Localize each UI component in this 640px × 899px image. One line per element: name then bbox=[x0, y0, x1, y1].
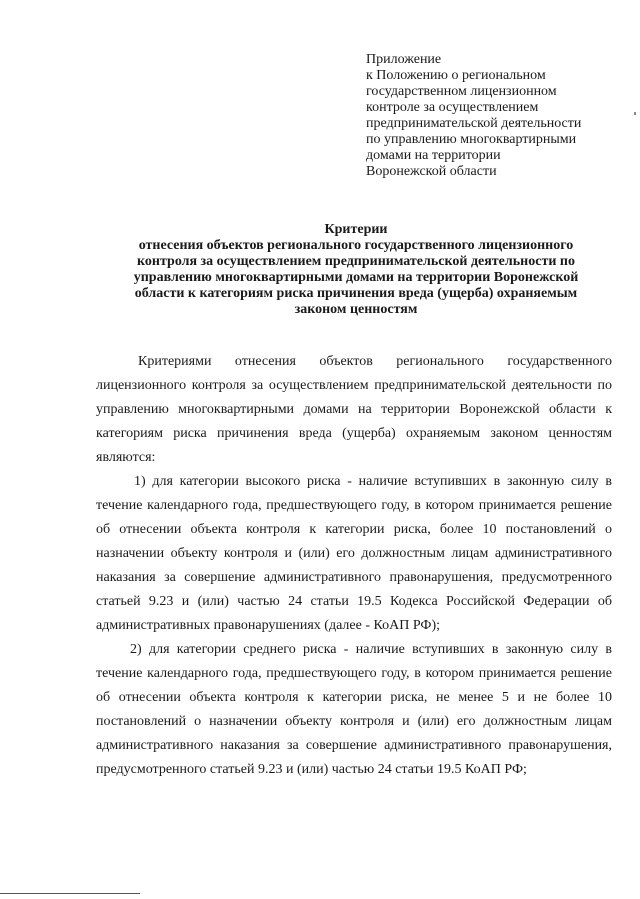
document-subtitle-line: контроля за осуществлением предпринимательской деятельности по bbox=[137, 254, 575, 269]
document-subtitle-line: управлению многоквартирными домами на территории Воронежской bbox=[133, 270, 579, 285]
document-subtitle-line: отнесения объектов регионального государственного лицензионного bbox=[138, 238, 574, 253]
appendix-line: Воронежской области bbox=[366, 164, 497, 179]
appendix-line: государственном лицензионном bbox=[366, 84, 557, 99]
scan-speck bbox=[634, 112, 636, 115]
document-body bbox=[96, 350, 612, 782]
document-subtitle-line: области к категориям риска причинения вреда (ущерба) охраняемым bbox=[134, 286, 578, 301]
document-subtitle-line: законом ценностям bbox=[294, 302, 418, 317]
document-heading bbox=[100, 222, 612, 318]
appendix-line: домами на территории bbox=[366, 148, 501, 163]
appendix-line: предпринимательской деятельности bbox=[366, 116, 582, 131]
appendix-line: к Положению о региональном bbox=[366, 68, 546, 83]
criteria-item-medium-risk: 2) для категории среднего риска - наличие вступивших в законную силу в течение календарного года, предшествующего году, в котором принимается решение об отнесении объекта контроля к категории риска, не менее 5 и не более 10 постановлений о назначении объекту контроля и (или) его должностным лицам административного наказания за совершение административного правонарушения, предусмотренного статьей 9.23 и (или) частью 24 статьи 19.5 КоАП РФ; bbox=[96, 642, 612, 777]
appendix-note bbox=[366, 52, 626, 180]
footer-rule bbox=[0, 893, 140, 894]
appendix-line: Приложение bbox=[366, 52, 442, 67]
document-title: Критерии bbox=[324, 222, 388, 237]
intro-paragraph: Критериями отнесения объектов регионального государственного лицензионного контроля за осуществлением предпринимательской деятельности по управлению многоквартирными домами на территории Воронежской области к категориям риска причинения вреда (ущерба) охраняемым законом ценностям являются: bbox=[96, 354, 612, 465]
criteria-item-high-risk: 1) для категории высокого риска - наличие вступивших в законную силу в течение календарного года, предшествующего году, в котором принимается решение об отнесении объекта контроля к категории риска, более 10 постановлений о назначении объекту контроля и (или) его должностным лицам административного наказания за совершение административного правонарушения, предусмотренного статьей 9.23 и (или) частью 24 статьи 19.5 Кодекса Российской Федерации об административных правонарушениях (далее - КоАП РФ); bbox=[96, 474, 612, 633]
appendix-line: контроле за осуществлением bbox=[366, 100, 539, 115]
appendix-line: по управлению многоквартирными bbox=[366, 132, 577, 147]
